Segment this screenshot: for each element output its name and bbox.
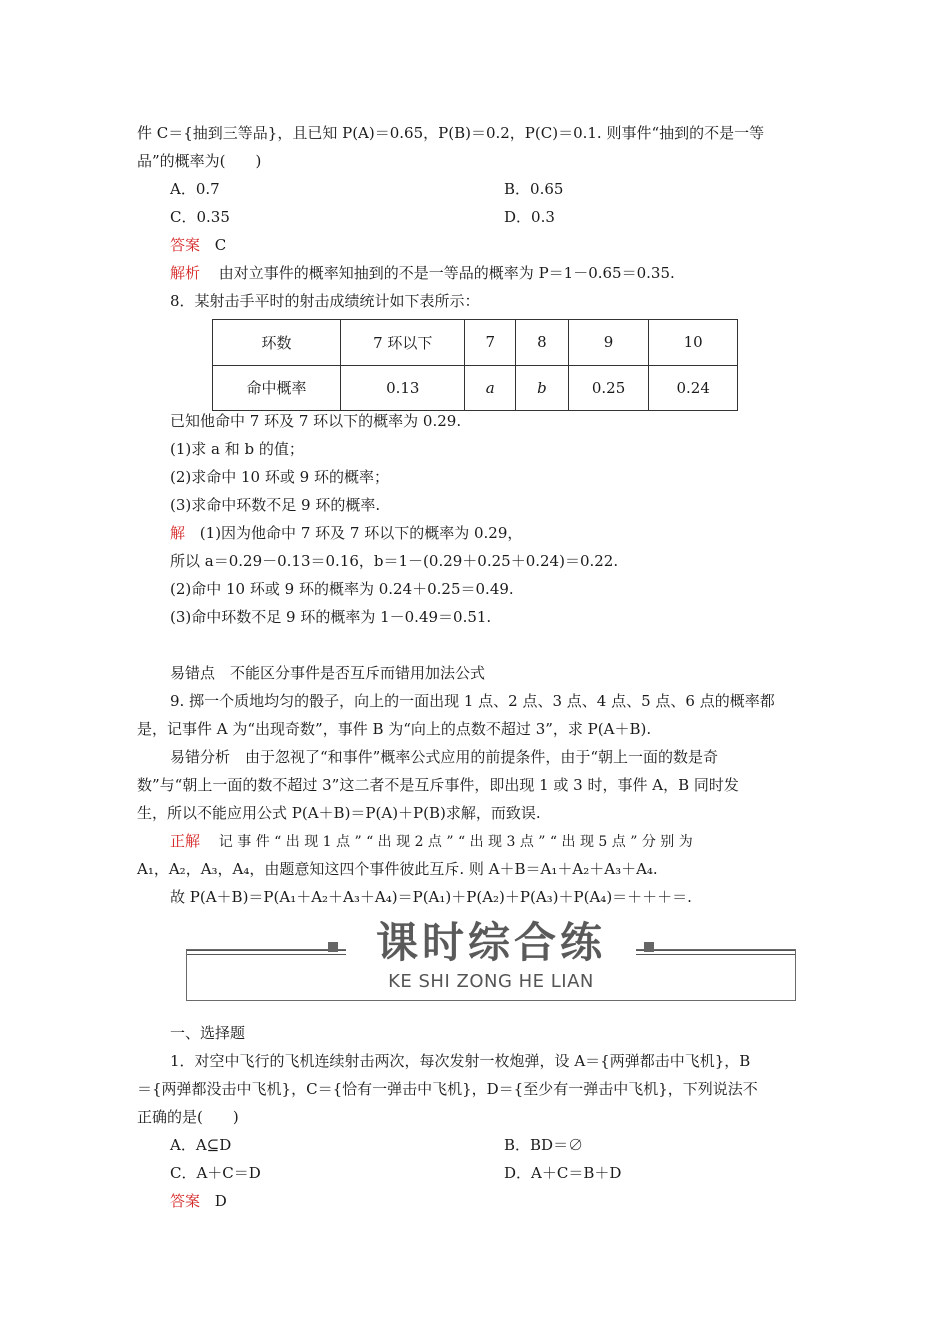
q8-part3: (3)求命中环数不足 9 环的概率. <box>170 496 381 514</box>
error-point-heading: 易错点 不能区分事件是否互斥而错用加法公式 <box>170 664 486 682</box>
table-header-row <box>213 320 738 366</box>
correct-label: 正解 <box>170 832 201 850</box>
table-cell: a <box>465 365 516 411</box>
table-cell: b <box>516 365 569 411</box>
q8-solution-line2: 所以 a＝0.29－0.13＝0.16，b＝1－(0.29＋0.25＋0.24)＝0.22. <box>170 552 619 570</box>
correct-text: 记 事 件 “ 出 现 1 点 ” “ 出 现 2 点 ” “ 出 现 3 点 ” “ 出 现 5 点 ” 分 别 为 <box>218 834 693 850</box>
table-cell: 9 <box>568 320 649 366</box>
q7-answer <box>170 235 226 255</box>
table-cell: 0.24 <box>649 365 738 411</box>
table-cell: 7 <box>465 320 516 366</box>
q9-stem-line1: 9. 掷一个质地均匀的骰子，向上的一面出现 1 点、2 点、3 点、4 点、5 点、6 点的概率都 <box>170 692 775 710</box>
q8-solution-line3: (2)命中 10 环或 9 环的概率为 0.24＋0.25＝0.49. <box>170 580 514 598</box>
analysis-text: 由对立事件的概率知抽到的不是一等品的概率为 P＝1－0.65＝0.35. <box>218 264 675 282</box>
banner-square-icon <box>644 942 654 952</box>
table-cell: 8 <box>516 320 569 366</box>
answer-label: 答案 <box>170 1192 201 1210</box>
table-cell: 0.25 <box>568 365 649 411</box>
q7-stem-line1: 件 C＝{抽到三等品}，且已知 P(A)＝0.65，P(B)＝0.2，P(C)＝0.1. 则事件“抽到的不是一等 <box>137 124 765 142</box>
answer-value: D <box>214 1192 227 1210</box>
analysis-label: 解析 <box>170 264 201 282</box>
q1-option-a: A．A⊆D <box>170 1136 232 1154</box>
banner-subtitle: KE SHI ZONG HE LIAN <box>388 971 594 992</box>
correct-solution-line1 <box>170 831 693 852</box>
q7-analysis <box>170 263 675 283</box>
banner-square-icon <box>328 942 338 952</box>
q1-answer <box>170 1191 227 1211</box>
q1-option-d: D．A＋C＝B＋D <box>504 1164 622 1182</box>
error-analysis-line1: 易错分析 由于忽视了“和事件”概率公式应用的前提条件，由于“朝上一面的数是奇 <box>170 748 719 766</box>
solution-text: (1)因为他命中 7 环及 7 环以下的概率为 0.29， <box>199 524 523 542</box>
q8-part2: (2)求命中 10 环或 9 环的概率； <box>170 468 389 486</box>
error-analysis-line3: 生，所以不能应用公式 P(A＋B)＝P(A)＋P(B)求解，而致误. <box>137 804 541 822</box>
q8-solution-line1 <box>170 523 522 543</box>
answer-value: C <box>214 236 227 254</box>
q1-stem-line1: 1．对空中飞行的飞机连续射击两次，每次发射一枚炮弹，设 A＝{两弹都击中飞机}，B <box>170 1052 751 1070</box>
q1-stem-line2: ＝{两弹都没击中飞机}，C＝{恰有一弹击中飞机}，D＝{至少有一弹击中飞机}，下列说法不 <box>137 1080 758 1098</box>
q7-option-d: D．0.3 <box>504 208 555 226</box>
table-cell: 命中概率 <box>213 365 341 411</box>
q1-option-b: B．BD＝∅ <box>504 1136 584 1154</box>
banner-title: 课时综合练 <box>346 919 636 967</box>
table-data-row <box>213 365 738 411</box>
q7-stem-line2: 品”的概率为( ) <box>137 152 262 170</box>
q8-given: 已知他命中 7 环及 7 环以下的概率为 0.29. <box>170 412 462 430</box>
q7-option-b: B．0.65 <box>504 180 564 198</box>
q9-stem-line2: 是，记事件 A 为“出现奇数”，事件 B 为“向上的点数不超过 3”，求 P(A＋B). <box>137 720 652 738</box>
q8-solution-line4: (3)命中环数不足 9 环的概率为 1－0.49＝0.51. <box>170 608 492 626</box>
answer-label: 答案 <box>170 236 201 254</box>
correct-solution-line2: A₁，A₂，A₃，A₄，由题意知这四个事件彼此互斥. 则 A＋B＝A₁＋A₂＋A₃＋A₄. <box>137 860 658 878</box>
q1-option-c: C．A＋C＝D <box>170 1164 261 1182</box>
score-table <box>212 319 738 411</box>
section-banner <box>186 919 796 1001</box>
table-cell: 0.13 <box>341 365 465 411</box>
table-cell: 7 环以下 <box>341 320 465 366</box>
table-cell: 环数 <box>213 320 341 366</box>
error-analysis-line2: 数”与“朝上一面的数不超过 3”这二者不是互斥事件，即出现 1 或 3 时，事件 A，B 同时发 <box>137 776 739 794</box>
section-heading: 一、选择题 <box>170 1024 246 1042</box>
q7-option-a: A．0.7 <box>170 180 220 198</box>
q8-stem: 8．某射击手平时的射击成绩统计如下表所示： <box>170 292 480 310</box>
solution-label: 解 <box>170 524 186 542</box>
q1-stem-line3: 正确的是( ) <box>137 1108 239 1126</box>
q7-option-c: C．0.35 <box>170 208 230 226</box>
correct-solution-line3: 故 P(A＋B)＝P(A₁＋A₂＋A₃＋A₄)＝P(A₁)＋P(A₂)＋P(A₃)＋P(A₄)＝＋＋＋＝. <box>170 888 692 906</box>
q8-part1: (1)求 a 和 b 的值； <box>170 440 304 458</box>
table-cell: 10 <box>649 320 738 366</box>
